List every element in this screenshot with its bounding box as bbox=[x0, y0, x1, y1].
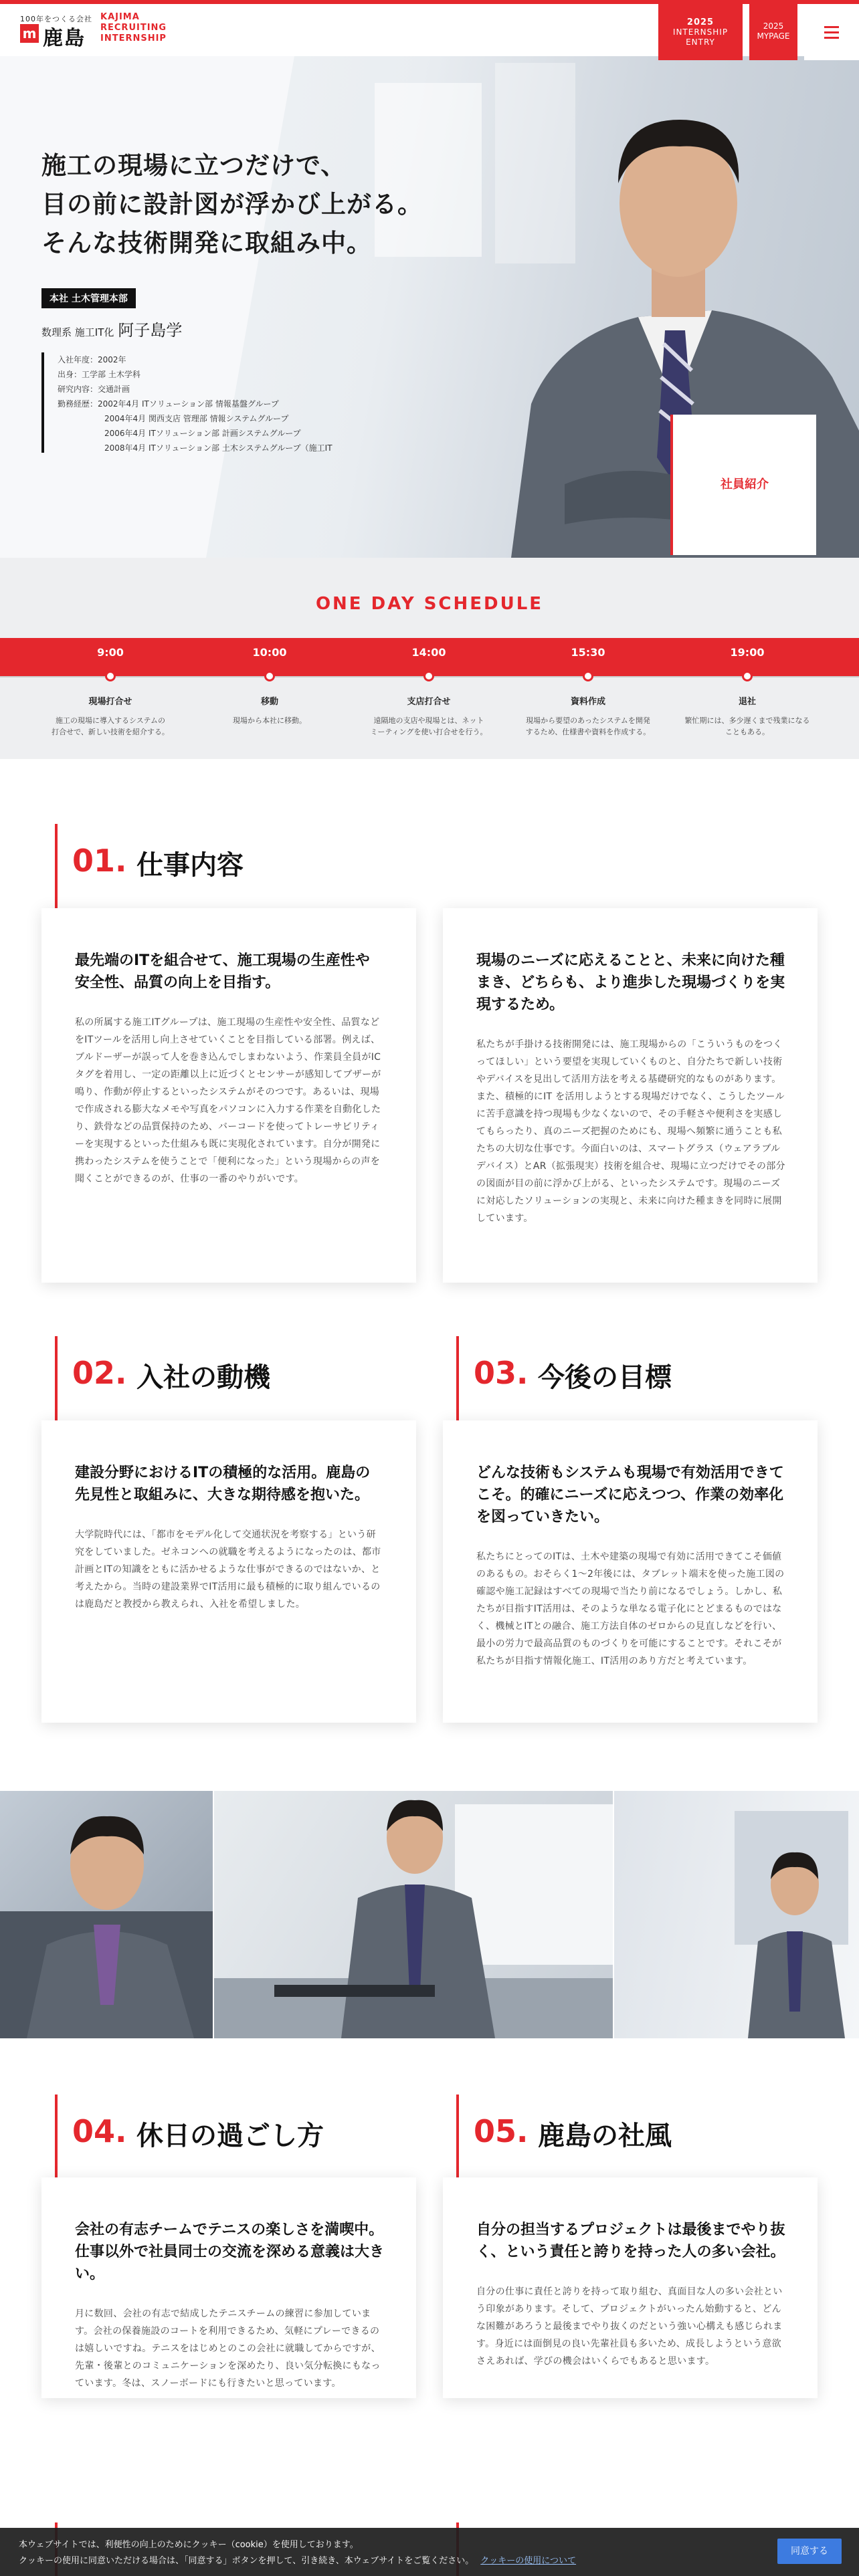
card-body: 月に数回、会社の有志で結成したテニスチームの練習に参加しています。会社の保養施設のコートを利用できるため、気軽にプレーできるのは嬉しいですね。テニスをはじめとのこの会社に就職してからですが、先輩・後輩とのコミュニケーションを深めたり、良い気分転換にもなっています。冬は、スノーボードにも行きたいと思っています。 bbox=[75, 2309, 381, 2389]
event-title: 支店打合せ bbox=[407, 697, 451, 707]
timeline-dot-icon bbox=[583, 671, 593, 681]
event-desc: ミーティングを使い打合せを行う。 bbox=[370, 728, 488, 736]
entry-line2: ENTRY bbox=[686, 37, 715, 47]
section-title: 仕事内容 bbox=[136, 850, 244, 881]
logo-tagline: 100年をつくる会社 bbox=[20, 15, 92, 23]
hero-copy-line2: 目の前に設計図が浮かび上がる。 bbox=[41, 190, 423, 219]
event-desc: 現場から要望のあったシステムを開発 bbox=[526, 716, 650, 725]
event-title: 移動 bbox=[260, 697, 278, 707]
timeline-dot-icon bbox=[423, 671, 434, 681]
event-desc: 遠隔地の支店や現場とは、ネット bbox=[373, 716, 484, 725]
card-heading: 最先端のITを組合せて、施工現場の生産性や安全性、品質の向上を目指す。 bbox=[75, 952, 370, 991]
profile-career1: 勤務経歴：2002年4月 ITソリューション部 情報基盤グループ bbox=[58, 399, 279, 409]
internship-entry-button[interactable] bbox=[658, 4, 743, 60]
employee-name: 阿子島学 bbox=[118, 321, 183, 340]
cookie-banner bbox=[0, 2528, 859, 2576]
timeline-dot-icon bbox=[105, 671, 116, 681]
event-desc: 現場から本社に移動。 bbox=[233, 716, 306, 725]
section-number: 01. bbox=[72, 843, 127, 879]
logo-name[interactable]: 鹿島 bbox=[43, 27, 86, 50]
event-desc: 繁忙期には、多少遅くまで残業になる bbox=[684, 716, 810, 725]
section-title: 今後の目標 bbox=[538, 1362, 672, 1393]
employee-profile bbox=[41, 352, 332, 453]
card-body: 自分の仕事に責任と誇りを持って取り組む、真面目な人の多い会社という印象があります。そして、プロジェクトがいったん始動すると、どんな困難があろうと最後までやり抜くのだという強い心構えも感じられます。身近には面倒見の良い先輩社員も多いため、成長しようという意欲さえあれば、学びの機会はいくらでもあると思います。 bbox=[476, 2286, 783, 2367]
entry-year: 2025 bbox=[686, 17, 714, 27]
logo-en-line1: KAJIMA bbox=[100, 12, 140, 22]
card-heading: 会社の有志チームでテニスの楽しさを満喫中。仕事以外で社員同士の交流を深める意義は大きい。 bbox=[75, 2222, 385, 2282]
employee-role bbox=[41, 317, 182, 340]
profile-career4: 2008年4月 ITソリューション部 土木システムグループ（施工IT bbox=[104, 443, 332, 453]
hero-copy-line1: 施工の現場に立つだけで、 bbox=[41, 151, 347, 180]
schedule-event bbox=[518, 694, 658, 738]
schedule-event bbox=[40, 694, 181, 738]
role-label: 数理系 施工IT化 bbox=[41, 326, 114, 338]
profile-career3: 2006年4月 ITソリューション部 計画システムグループ bbox=[104, 429, 301, 438]
cookie-text: クッキーの使用に同意いただける場合は、「同意する」ボタンを押して、引き続き、本ウェブサイトをご覧ください。 bbox=[19, 2556, 474, 2566]
schedule-time: 9:00 bbox=[97, 646, 124, 659]
schedule-time: 19:00 bbox=[730, 646, 765, 659]
event-desc: 打合せで、新しい技術を紹介する。 bbox=[52, 728, 169, 736]
event-desc: 施工の現場に導入するシステムの bbox=[56, 716, 165, 725]
profile-career2: 2004年4月 関西支店 管理部 情報システムグループ bbox=[104, 414, 289, 423]
cookie-text-line1: 本ウェブサイトでは、利便性の向上のためにクッキー（cookie）を使用しております。 bbox=[19, 2540, 359, 2550]
card-heading: どんな技術もシステムも現場で有効活用できてこそ。的確にニーズに応えつつ、作業の効率化を図っていきたい。 bbox=[476, 1465, 784, 1525]
schedule-title: ONE DAY SCHEDULE bbox=[315, 594, 544, 614]
event-title: 現場打合せ bbox=[88, 697, 132, 707]
schedule-time: 14:00 bbox=[411, 646, 446, 659]
section-number: 02. bbox=[72, 1355, 127, 1391]
card-body: 大学院時代には、「都市をモデル化して交通状況を考察する」という研究をしていました。ゼネコンへの就職を考えるようになったのは、都市計画とITの知識をともに活かせるような仕事ができるのではないか、と考えたから。当時の建設業界でIT活用に最も積極的に取り組んでいるのは鹿島だと教授から教えられ、入社を希望しました。 bbox=[75, 1529, 381, 1610]
department-tag: 本社 土木管理本部 bbox=[41, 288, 136, 308]
section-title: 休日の過ごし方 bbox=[136, 2121, 324, 2151]
timeline-dot-icon bbox=[742, 671, 753, 681]
section-title: 入社の動機 bbox=[136, 1362, 270, 1393]
photo-strip bbox=[0, 1791, 859, 2038]
profile-joined: 入社年度：2002年 bbox=[58, 355, 126, 364]
photo-1 bbox=[0, 1791, 213, 2038]
logo-en-line2: RECRUITING bbox=[100, 23, 167, 33]
event-title: 資料作成 bbox=[570, 697, 605, 707]
schedule-event bbox=[199, 694, 340, 726]
site-header bbox=[0, 0, 859, 56]
event-desc: こともある。 bbox=[725, 728, 769, 736]
photo-3 bbox=[614, 1791, 859, 2038]
profile-origin: 出身：工学部 土木学科 bbox=[58, 370, 140, 379]
card-heading: 建設分野におけるITの積極的な活用。鹿島の先見性と取組みに、大きな期待感を抱いた。 bbox=[75, 1465, 371, 1503]
section-number: 04. bbox=[72, 2113, 127, 2149]
card-body: 私たちにとってのITは、土木や建築の現場で有効に活用できてこそ価値のあるもの。おそらく1〜2年後には、タブレット端末を使った施工図の確認や施工記録はすべての現場で当たり前になるでしょう。しかし、私たちが目指すIT活用は、そのような単なる電子化にとどまるものではなく、機械とITとの融合、施工方法自体のゼロからの見直しなどを行い、最小の労力で最高品質のものづくりを可能にすることです。それこそが私たちが目指す情報化施工、IT活用のあり方だと考えています。 bbox=[476, 1551, 785, 1667]
hamburger-icon[interactable] bbox=[804, 4, 859, 60]
photo-2 bbox=[214, 1791, 613, 2038]
card-body: 私たちが手掛ける技術開発には、施工現場からの「こういうものをつくってほしい」という要望を実現していくものと、自分たちで新しい技術やデバイスを見出して活用方法を考える基礎研究的なものがあります。また、積極的にIT を活用しようとする現場だけでなく、こうしたツールに苦手意識を持つ現場も少なくないので、その手軽さや便利さを実感してもらったり、真のニーズ把握のためにも、現場へ頻繁に通うことも私たちの大切な仕事です。今面白いのは、スマートグラス（ウェアラブルデバイス）とAR（拡張現実）技術を組合せ、現場に立つだけでその部分の図面が目の前に浮かび上がる、といったシステムです。現場のニーズに対応したソリューションの実現と、未来に向けた種まきを同時に展開しています。 bbox=[476, 1039, 785, 1224]
schedule-event bbox=[677, 694, 818, 738]
schedule-event bbox=[359, 694, 499, 738]
entry-line1: INTERNSHIP bbox=[672, 27, 729, 37]
mypage-year: 2025 bbox=[763, 21, 784, 31]
content-card bbox=[41, 2177, 416, 2398]
schedule-time: 15:30 bbox=[571, 646, 605, 659]
event-title: 退社 bbox=[738, 697, 756, 707]
content-card bbox=[41, 908, 416, 1283]
schedule-time: 10:00 bbox=[252, 646, 287, 659]
mypage-label: MYPAGE bbox=[757, 31, 790, 41]
hero-copy-line3: そんな技術開発に取組み中。 bbox=[41, 229, 372, 257]
section-number: 03. bbox=[474, 1355, 529, 1391]
logo-english[interactable] bbox=[100, 12, 167, 44]
content-card bbox=[443, 908, 818, 1283]
section-number: 05. bbox=[474, 2113, 529, 2149]
profile-research: 研究内容：交通計画 bbox=[58, 385, 130, 394]
card-body: 私の所属する施工ITグループは、施工現場の生産性や安全性、品質などをITツールを活用し向上させていくことを目指している部署。例えば、ブルドーザーが誤って人を巻き込んでしまわないよう、作業員全員がICタグを着用し、一定の距離以上に近づくとセンサーが感知してブザーが鳴り、作動が停止するといったシステムがそのつです。あるいは、現場で作成される膨大なメモや写真をパソコンに入力する作業を自動化したり、鉄骨などの品質保持のため、バーコードを使ってトレーサビリティーを実現するといった仕組みも既に実現化されています。自分が開発に携わったシステムを使うことで「便利になった」という現場からの声を聞くことができるのが、仕事の一番のやりがいです。 bbox=[75, 1017, 381, 1184]
kajima-logo-icon[interactable]: m bbox=[20, 24, 39, 43]
content-card bbox=[41, 1420, 416, 1723]
mypage-button[interactable] bbox=[749, 4, 797, 60]
card-heading: 現場のニーズに応えることと、未来に向けた種まき、どちらも、より進歩した現場づくりを実現するため。 bbox=[476, 952, 785, 1013]
card-heading: 自分の担当するプロジェクトは最後までやり抜く、という責任と誇りを持った人の多い会社。 bbox=[476, 2222, 785, 2260]
content-card bbox=[443, 1420, 818, 1723]
cookie-agree-button[interactable]: 同意する bbox=[777, 2539, 842, 2564]
cookie-policy-link[interactable]: クッキーの使用について bbox=[480, 2556, 577, 2566]
event-desc: するため、仕様書や資料を作成する。 bbox=[525, 728, 651, 736]
section-title: 鹿島の社風 bbox=[538, 2121, 672, 2151]
timeline-dot-icon bbox=[264, 671, 275, 681]
employee-intro-link[interactable]: 社員紹介 bbox=[670, 415, 816, 555]
content-card bbox=[443, 2177, 818, 2398]
hero-headline bbox=[41, 146, 423, 263]
logo-en-line3: INTERNSHIP bbox=[100, 33, 167, 43]
cookie-text-line2 bbox=[19, 2553, 840, 2569]
